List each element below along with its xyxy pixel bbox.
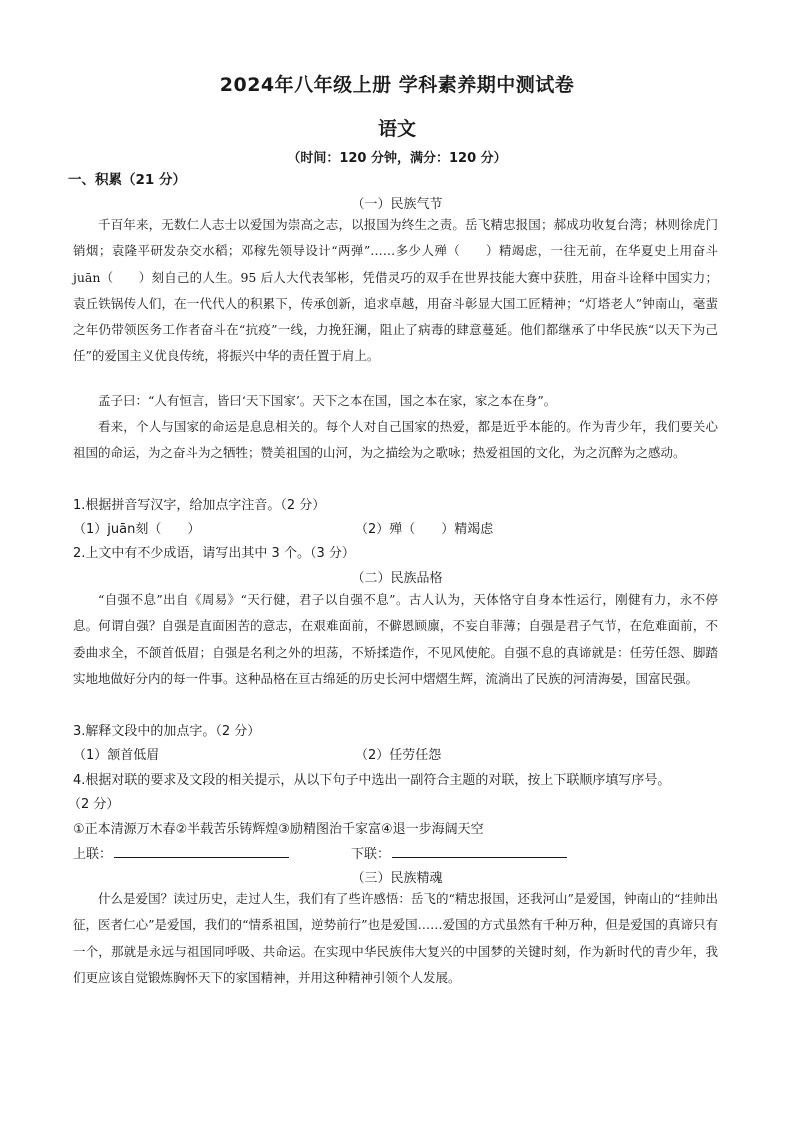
lower-couplet-blank[interactable] bbox=[392, 845, 567, 858]
question-4-score: （2 分） bbox=[68, 797, 120, 812]
part2-heading: （二）民族品格 bbox=[351, 571, 443, 586]
part1-paragraph-3: 看来，个人与国家的命运是息息相关的。每个人对自己国家的热爱，都是近乎本能的。作为青少年，我们要关心祖国的命运，为之奋斗为之牺牲；赞美祖国的山河，为之描绘为之歌咏；热爱祖国的文化，为之沉醉为之感动。 bbox=[73, 419, 718, 461]
question-3: 3.解释文段中的加点字。（2 分） bbox=[73, 724, 261, 739]
exam-info: （时间：120 分钟，满分：120 分） bbox=[287, 151, 507, 166]
couplet-answer-row bbox=[73, 843, 723, 862]
question-2: 2.上文中有不少成语，请写出其中 3 个。（3 分） bbox=[73, 546, 355, 561]
question-4-options: ①正本清源万木春②半载苦乐铸辉煌③励精图治千家富④退一步海阔天空 bbox=[73, 822, 484, 837]
upper-couplet-label: 上联： bbox=[73, 847, 113, 862]
question-1: 1.根据拼音写汉字，给加点字注音。（2 分） bbox=[73, 498, 326, 513]
part2-paragraph-1: “自强不息”出自《周易》“天行健，君子以自强不息”。古人认为，天体恪守自身本性运行，刚健有力，永不停息。何谓自强？自强是直面困苦的意志，在艰难面前，不僻恩顾廪，不妄自菲薄；自强是君子气节，在危难面前，不委曲求全，不颌首低眉；自强是名利之外的坦荡，不矫揉造作，不见风使舵。自强不息的真谛就是：任劳任怨、脚踏实地地做好分内的每一件事。这种品格在亘古绵延的历史长河中熠熠生辉，流淌出了民族的河清海晏，国富民强。 bbox=[73, 592, 718, 686]
question-1-items bbox=[73, 518, 723, 537]
part3-paragraph-1: 什么是爱国？读过历史，走过人生，我们有了些许感悟：岳飞的“精忠报国，还我河山”是爱国，钟南山的“挂帅出征，医者仁心”是爱国，我们的“情系祖国，逆势前行”也是爱国……爱国的方式虽然有千种万种，但是爱国的真谛只有一个，那就是永远与祖国同呼吸、共命运。在实现中华民族伟大复兴的中国梦的关键时刻，作为新时代的青少年，我们更应该自觉锻炼胸怀天下的家国精神，并用这种精神引领个人发展。 bbox=[73, 891, 718, 985]
part1-paragraph-1: 千百年来，无数仁人志士以爱国为崇高之志，以报国为终生之责。岳飞精忠报国；郝成功收复台湾；林则徐虎门销烟；袁隆平研发杂交水稻；邓稼先领导设计“两弹”……多少人殚（ ）精竭虑，一往无前，在华夏史上用奋斗 juān（ ）刻自己的人生。95 后人大代表邹彬，凭借灵巧的双手在世界技能大赛中获胜，用奋斗诠释中国实力；袁丘铁锅传人们，在一代代人的积累下，传承创新，追求卓越，用奋斗彰显大国工匠精神；“灯塔老人”钟南山，毫蜚之年仍带领医务工作者奋斗在“抗疫”一线，力挽狂澜，阻止了病毒的肆意蔓延。他们都继承了中华民族“以天下为己任”的爱国主义优良传统，将振兴中华的责任置于肩上。 bbox=[73, 217, 718, 364]
section-heading: 一、积累（21 分） bbox=[68, 172, 186, 188]
part1-paragraph-2: 孟子曰：“人有恒言，皆曰‘天下国家’。天下之本在国，国之本在家，家之本在身”。 bbox=[98, 393, 557, 408]
question-3a: （1）颔首低眉 bbox=[73, 748, 160, 763]
question-3-items bbox=[73, 744, 723, 763]
question-4: 4.根据对联的要求及文段的相关提示，从以下句子中选出一副符合主题的对联，按上下联顺序填写序号。 bbox=[73, 773, 671, 788]
exam-title: 2024年八年级上册 学科素养期中测试卷 bbox=[219, 74, 575, 96]
subject-title: 语文 bbox=[377, 118, 416, 140]
question-3b: （2）任劳任怨 bbox=[355, 748, 442, 763]
question-1a: （1）juān刻（ ） bbox=[73, 522, 201, 537]
lower-couplet-label: 下联： bbox=[351, 847, 391, 862]
upper-couplet-blank[interactable] bbox=[114, 845, 289, 858]
part3-heading: （三）民族精魂 bbox=[351, 871, 443, 886]
question-1b: （2）殚（ ）精竭虑 bbox=[355, 522, 494, 537]
part1-heading: （一）民族气节 bbox=[351, 197, 443, 212]
